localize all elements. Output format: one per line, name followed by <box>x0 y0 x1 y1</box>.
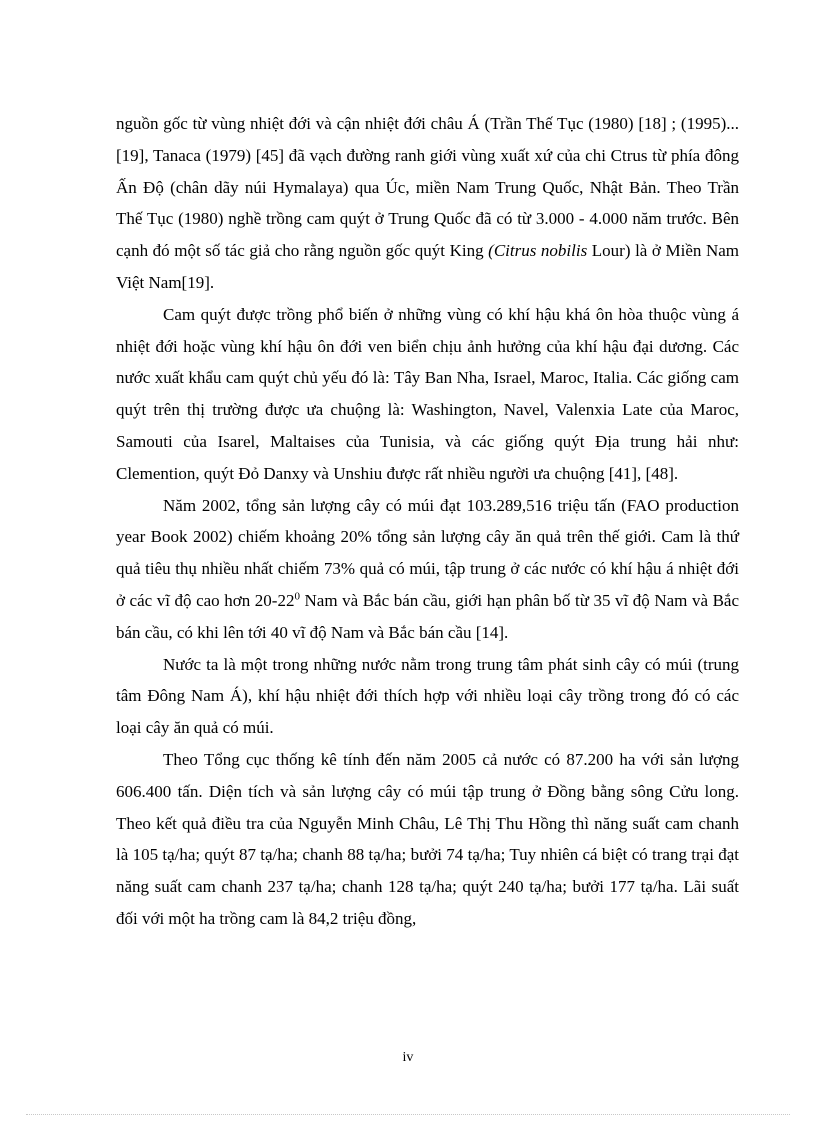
paragraph-4: Nước ta là một trong những nước nằm trong trung tâm phát sinh cây có múi (trung tâm Đông Nam Á), khí hậu nhiệt đới thích hợp với nhiều loại cây trồng trong đó có các loại cây ăn quả có múi. <box>116 654 739 738</box>
degree-superscript: 0 <box>294 590 300 603</box>
paragraph-1-text-b: Lour) là ở Miền Nam Việt Nam[19]. <box>116 241 739 292</box>
paragraph-1 <box>116 108 739 299</box>
paragraph-3-text-b: Nam và Bắc bán cầu, giới hạn phân bố từ 35 vĩ độ Nam và Bắc bán cầu, có khi lên tới 40 vĩ độ Nam và Bắc bán cầu [14]. <box>116 590 739 642</box>
paragraph-2: Cam quýt được trồng phổ biến ở những vùng có khí hậu khá ôn hòa thuộc vùng á nhiệt đới hoặc vùng khí hậu ôn đới ven biển chịu ảnh hưởng của khí hậu đại dương. Các nước xuất khẩu cam quýt chủ yếu đó là: Tây Ban Nha, Israel, Maroc, Italia. Các giống cam quýt trên thị trường được ưa chuộng là: Washington, Navel, Valenxia Late của Maroc, Samouti của Isarel, Maltaises của Tunisia, và các giống quýt Địa trung hải như: Clemention, quýt Đỏ Danxy và Unshiu được rất nhiều người ưa chuộng [41], [48]. <box>116 304 739 483</box>
page-bottom-divider <box>26 1114 790 1115</box>
document-body <box>116 108 739 935</box>
paragraph-3-text-a: Năm 2002, tổng sản lượng cây có múi đạt 103.289,516 triệu tấn (FAO production year Book 2002) chiếm khoảng 20% tổng sản lượng cây ăn quả trên thế giới. Cam là thứ quả tiêu thụ nhiều nhất chiếm 73% quả có múi, tập trung ở các nước có khí hậu á nhiệt đới ở các vĩ độ cao hơn 20-22 <box>116 495 739 610</box>
page-number: iv <box>402 1050 414 1065</box>
paragraph-1-text-a: nguồn gốc từ vùng nhiệt đới và cận nhiệt đới châu Á (Trần Thế Tục (1980) [18] ; (1995)...[19], Tanaca (1979) [45] đã vạch đường ranh giới vùng xuất xứ của chi Ctrus từ phía đông Ấn Độ (chân dãy núi Hymalaya) qua Úc, miền Nam Trung Quốc, Nhật Bản. Theo Trần Thế Tục (1980) nghề trồng cam quýt ở Trung Quốc đã có từ 3.000 - 4.000 năm trước. Bên cạnh đó một số tác giả cho rằng nguồn gốc quýt King <box>116 114 739 261</box>
paragraph-3 <box>116 490 739 649</box>
species-name-italic: (Citrus nobilis <box>488 241 588 261</box>
paragraph-5: Theo Tổng cục thống kê tính đến năm 2005 cả nước có 87.200 ha với sản lượng 606.400 tấn. Diện tích và sản lượng cây có múi tập trung ở Đồng bằng sông Cửu long. Theo kết quả điều tra của Nguyễn Minh Châu, Lê Thị Thu Hồng thì năng suất cam chanh là 105 tạ/ha; quýt 87 tạ/ha; chanh 88 tạ/ha; bưởi 74 tạ/ha; Tuy nhiên cá biệt có trang trại đạt năng suất cam chanh 237 tạ/ha; chanh 128 tạ/ha; quýt 240 tạ/ha; bưởi 177 tạ/ha. Lãi suất đối với một ha trồng cam là 84,2 triệu đồng, <box>116 749 739 928</box>
